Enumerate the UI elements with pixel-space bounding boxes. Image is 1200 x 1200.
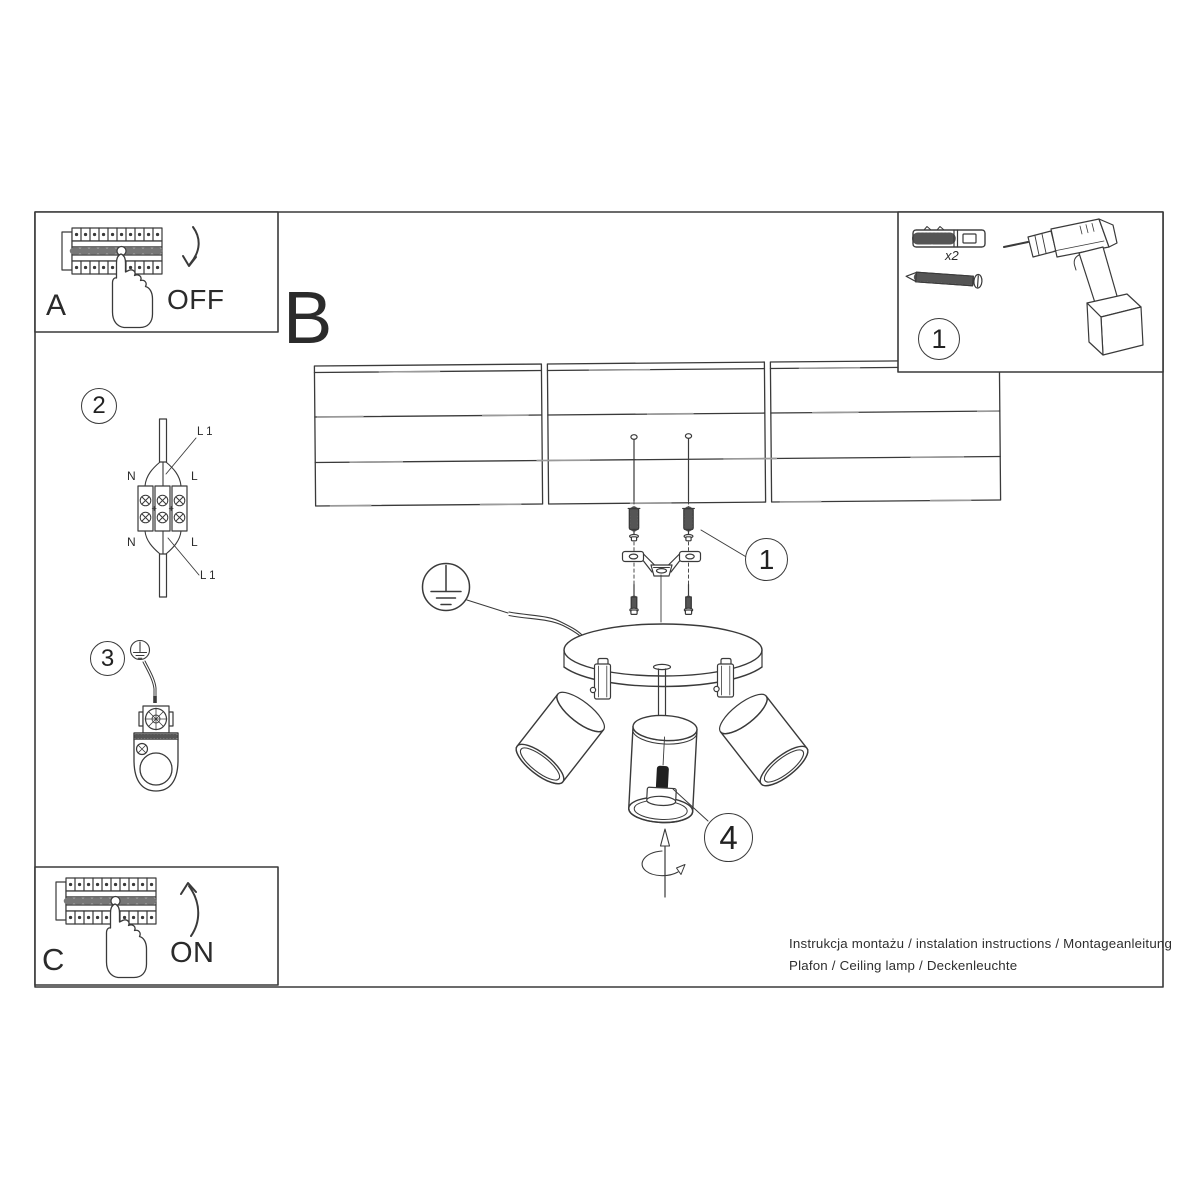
kit-quantity-label: x2 xyxy=(945,248,959,263)
left-spot-head xyxy=(511,686,610,790)
section-b-label: B xyxy=(283,276,333,359)
footer-line-1: Instrukcja montażu / instalation instructions / Montageanleitung xyxy=(789,936,1173,951)
ground-step-circle: 3 xyxy=(90,641,125,676)
wiring-step-circle: 2 xyxy=(81,388,117,424)
center-spot-head xyxy=(628,714,698,824)
panel-c xyxy=(35,867,278,985)
label-n-bottom: N xyxy=(127,535,136,549)
breaker-strip xyxy=(56,878,156,924)
label-n-top: N xyxy=(127,469,136,483)
panel-a xyxy=(35,212,278,332)
rotation-arrow xyxy=(642,829,685,897)
label-l1-top: L 1 xyxy=(197,426,213,438)
ceiling-boards xyxy=(314,360,1000,506)
breaker-strip xyxy=(62,228,162,274)
rotate-step-circle: 4 xyxy=(704,813,753,862)
callout-1-leader xyxy=(701,530,746,557)
gu10-socket xyxy=(656,766,669,791)
panel-a-action-label: OFF xyxy=(167,284,225,315)
right-spot-head xyxy=(714,688,813,792)
earth-leader xyxy=(467,600,508,613)
wall-plug xyxy=(913,227,985,248)
label-l-bottom: L xyxy=(191,535,198,549)
footer-line-2: Plafon / Ceiling lamp / Deckenleuchte xyxy=(789,958,1018,973)
wiring-diagram xyxy=(138,419,199,597)
mains-wire xyxy=(509,612,582,635)
rod-flange xyxy=(654,664,671,669)
earth-and-wire xyxy=(423,564,584,639)
earth-clamp xyxy=(131,641,179,792)
panel-c-letter: C xyxy=(42,942,65,977)
earth-symbol xyxy=(423,564,470,611)
panel-a-letter: A xyxy=(46,289,67,322)
label-l1-bottom: L 1 xyxy=(200,570,216,582)
label-l-top: L xyxy=(191,469,198,483)
bracket-step-circle: 1 xyxy=(745,538,788,581)
kit-step-circle: 1 xyxy=(918,318,960,360)
panel-c-action-label: ON xyxy=(170,937,215,969)
